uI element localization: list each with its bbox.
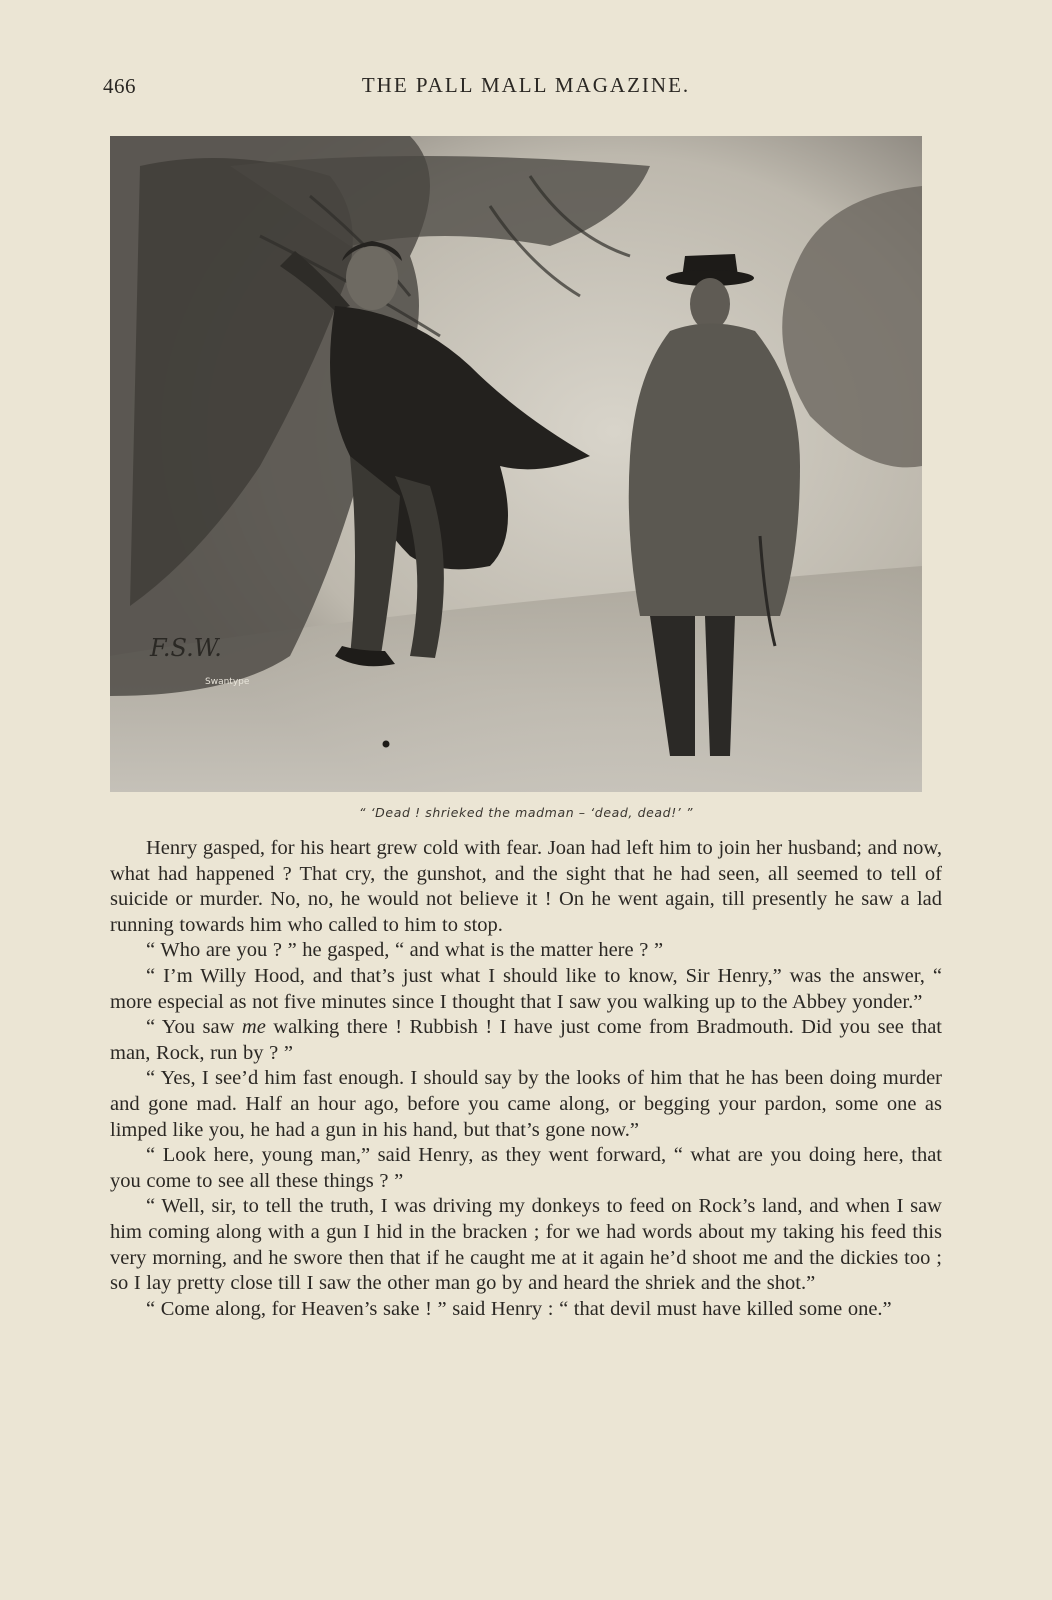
paragraph: “ You saw me walking there ! Rubbish ! I have just come from Bradmouth. Did you see that man, Rock, run by ? ” [110, 1016, 942, 1064]
paragraph: Henry gasped, for his heart grew cold with fear. Joan had left him to join her husband; and now, what had happened ? That cry, the gunshot, and the sight that he had seen, all seemed to tell of suicide or murder. No, no, he would not believe it ! On he went again, till presently he saw a lad running towards him who called to him to stop. [110, 837, 942, 936]
paragraph: “ Well, sir, to tell the truth, I was driving my donkeys to feed on Rock’s land, and when I saw him coming along with a gun I hid in the bracken ; for we had words about my taking his feed this very morning, and he swore then that if he caught me at it again he’d shoot me and the dickies too ; so I lay pretty close till I saw the other man go by and heard the shriek and the shot.” [110, 1195, 942, 1295]
paragraph: “ Come along, for Heaven’s sake ! ” said Henry : “ that devil must have killed some one.” [146, 1297, 892, 1320]
paragraph: “ I’m Willy Hood, and that’s just what I should like to know, Sir Henry,” was the answer, “ more especial as not five minutes since I thought that I saw you walking up to the Abbey yonder.” [110, 964, 942, 1013]
illustration-caption: “ ‘Dead ! shrieked the madman – ‘dead, dead!’ ” [358, 805, 694, 820]
story-text [110, 836, 942, 1322]
emphasis: me [241, 1016, 266, 1039]
artist-signature: F.S.W. [150, 634, 222, 662]
process-mark: Swantype [205, 677, 250, 687]
paragraph: “ Who are you ? ” he gasped, “ and what is the matter here ? ” [146, 939, 664, 962]
paragraph: “ Look here, young man,” said Henry, as they went forward, “ what are you doing here, that you come to see all these things ? ” [110, 1144, 942, 1192]
paragraph: “ Yes, I see’d him fast enough. I should say by the looks of him that he has been doing murder and gone mad. Half an hour ago, before you came along, or begging your pardon, some one as limped like you, he had a gun in his hand, but that’s gone now.” [110, 1067, 942, 1141]
running-title: THE PALL MALL MAGAZINE. [361, 73, 691, 97]
illustration [110, 136, 922, 792]
illustration-drawing [110, 136, 922, 792]
page-number: 466 [103, 74, 136, 98]
